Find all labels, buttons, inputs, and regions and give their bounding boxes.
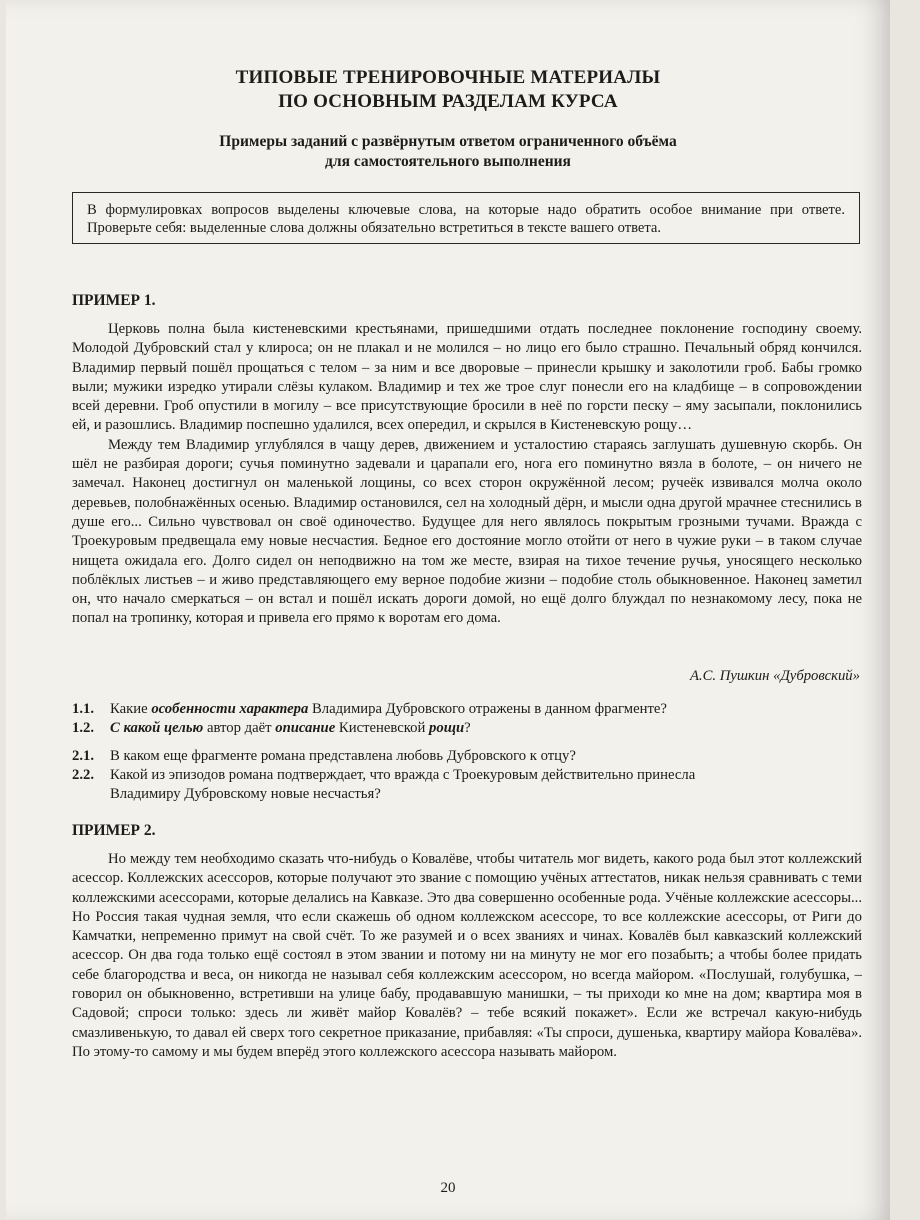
title-line-2: ПО ОСНОВНЫМ РАЗДЕЛАМ КУРСА [278, 91, 618, 112]
question-number: 1.1. [72, 701, 95, 717]
question-text: Кистеневской [335, 720, 430, 736]
key-words: С какой целью [110, 720, 204, 736]
question-1-1 [72, 700, 862, 719]
example-1-paragraph-1: Церковь полна была кистеневскими крестьянами, пришедшими отдать последнее поклонение господину своему. Молодой Дубровский стал у клироса; он не плакал и не молился – но лицо его было страшно. Печальный обряд кончился. Владимир первый пошёл прощаться с телом – за ним и все дворовые – принесли крышку и заколотили гроб. Бабы громко выли; мужики изредко утирали слёзы кулаком. Владимир и тех же трое слуг понесли его на кладбище – в сопровождении всей деревни. Гроб опустили в могилу – все присутствующие бросили в неё по горсти песку – яму засыпали, поклонились ей, и разошлись. Владимир поспешно удалился, всех опередил, и скрылся в Кистеневскую рощу… [72, 321, 862, 434]
example-2-heading: ПРИМЕР 2. [72, 822, 156, 839]
subtitle-line-1: Примеры заданий с развёрнутым ответом ограниченного объёма [219, 133, 677, 150]
key-words: особенности характера [151, 701, 309, 717]
key-words: описание [275, 720, 336, 736]
question-2-1 [72, 747, 862, 766]
example-2-text [72, 850, 862, 1062]
question-2-2 [72, 766, 862, 805]
question-text-continued: Владимиру Дубровскому новые несчастья? [110, 786, 381, 803]
example-1-heading: ПРИМЕР 1. [72, 292, 156, 309]
example-1-text [72, 320, 862, 629]
document-page [6, 0, 890, 1220]
question-1-2 [72, 719, 862, 738]
example-1-attribution: А.С. Пушкин «Дубровский» [689, 668, 860, 684]
example-1-paragraph-2: Между тем Владимир углублялся в чащу дерев, движением и усталостию стараясь заглушать душевную скорбь. Он шёл не разбирая дороги; сучья поминутно задевали и царапали его, нога его поминутно вязла в болоте, – он ничего не замечал. Наконец достигнул он маленькой лощины, со всех сторон окружённой лесом; ручеёк извивался молча около деревьев, полобнажённых осенью. Владимир остановился, сел на холодный дёрн, и мысли одна другой мрачнее стеснились в душе его... Сильно чувствовал он своё одиночество. Будущее для него являлось покрытым грозными тучами. Вражда с Троекуровым предвещала ему новые несчастия. Бедное его достояние могло отойти от него в чужие руки – в таком случае нищета ожидала его. Долго сидел он неподвижно на том же месте, взирая на тихое течение ручья, уносящего несколько поблёклых листьев – и живо представляющего ему верное подобие жизни – подобие столь обыкновенное. Наконец заметил он, что начало смеркаться – он встал и пошёл искать дороги домой, но ещё долго блуждал по незнакомому лесу, пока не попал на тропинку, которая и привела его прямо к воротам его дома. [72, 436, 862, 627]
question-number: 2.1. [72, 748, 95, 764]
section-subtitle [6, 132, 890, 172]
question-text: Владимира Дубровского отражены в данном фрагменте? [308, 701, 667, 717]
example-2-paragraph: Но между тем необходимо сказать что-нибудь о Ковалёве, чтобы читатель мог видеть, какого рода был этот коллежский асессор. Коллежских асессоров, которые получают это звание с помощию учёных аттестатов, никак нельзя сравнивать с теми коллежскими асессорами, которые делались на Кавказе. Это два совершенно особенные рода. Учёные коллежские асессоры... Но Россия такая чудная земля, что если скажешь об одном коллежском асессоре, то все коллежские асессоры, от Риги до Камчатки, непременно примут на свой счёт. То же разумей и о всех званиях и чинах. Ковалёв был кавказский коллежский асессор. Он два года только ещё состоял в этом звании и потому ни на минуту не мог его позабыть; а чтобы более придать себе благородства и веса, он никогда не называл себя коллежским асессором, но всегда майором. «Послушай, голубушка, – говорил он обыкновенно, встретивши на улице бабу, продававшую манишки, – ты приходи ко мне на дом; квартира моя в Садовой; спроси только: здесь ли живёт майор Ковалёв? – тебе всякий покажет». Если же встречал какую-нибудь смазливенькую, то давал ей сверх того секретное приказание, прибавляя: «Ты спроси, душенька, квартиру майора Ковалёва». По этому-то самому и мы будем вперёд этого коллежского асессора называть майором. [72, 851, 862, 1060]
question-text: автор даёт [203, 720, 276, 736]
page-title [6, 66, 890, 114]
question-number: 1.2. [72, 720, 95, 736]
title-line-1: ТИПОВЫЕ ТРЕНИРОВОЧНЫЕ МАТЕРИАЛЫ [235, 67, 661, 88]
key-words: рощи [429, 720, 465, 736]
question-text: ? [464, 720, 471, 736]
question-text: Какие [110, 701, 152, 717]
question-text: В каком еще фрагменте романа представлена любовь Дубровского к отцу? [110, 748, 576, 764]
question-number: 2.2. [72, 767, 95, 783]
question-text: Какой из эпизодов романа подтверждает, что вражда с Троекуровым действительно принесла [110, 767, 696, 783]
subtitle-line-2: для самостоятельного выполнения [325, 153, 571, 170]
page-number: 20 [440, 1180, 456, 1196]
instruction-box: В формулировках вопросов выделены ключевые слова, на которые надо обратить особое внимание при ответе. Проверьте себя: выделенные слова должны обязательно встретиться в тексте вашего ответа. [72, 192, 860, 244]
